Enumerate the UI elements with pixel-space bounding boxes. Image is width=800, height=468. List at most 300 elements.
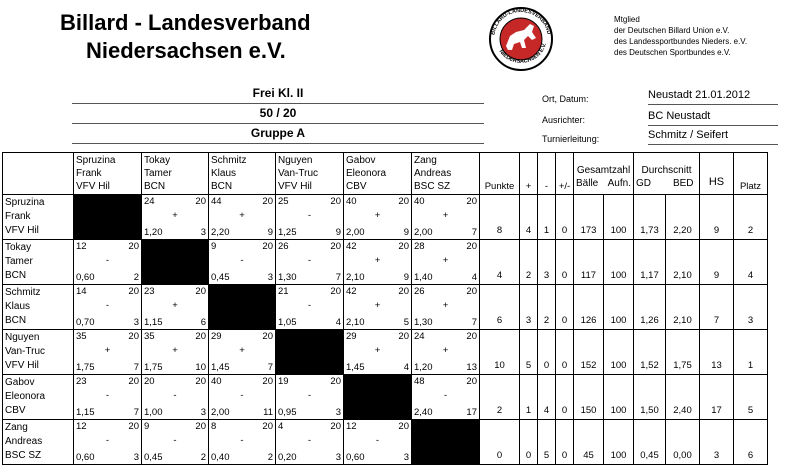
result-gd: 1,73	[634, 195, 666, 240]
match-cell	[209, 195, 276, 240]
player-club: BSC SZ	[5, 450, 42, 461]
corner-cell	[3, 153, 74, 195]
info-value-turnierleitung: Schmitz / Seifert	[648, 129, 778, 145]
result-hs: 9	[700, 195, 734, 240]
match-high-series: 3	[335, 452, 341, 463]
match-cell	[276, 375, 344, 420]
match-cell	[142, 330, 209, 375]
result-punkte: 8	[480, 195, 520, 240]
result-minus: 4	[538, 375, 556, 420]
match-result: -	[307, 210, 312, 221]
match-innings: 20	[330, 376, 341, 387]
result-minus: 2	[538, 285, 556, 330]
match-balls: 24	[144, 196, 155, 207]
result-aufn: 100	[604, 285, 634, 330]
result-gd: 1,17	[634, 240, 666, 285]
result-platz: 5	[734, 375, 768, 420]
match-innings: 20	[195, 376, 206, 387]
col-gd: GD	[636, 178, 651, 189]
player-last-name: Tokay	[144, 155, 171, 166]
discipline: Frei Kl. II	[72, 84, 484, 104]
col-punkte: Punkte	[480, 153, 520, 195]
match-average: 1,20	[414, 362, 433, 373]
player-last-name: Nguyen	[5, 332, 40, 343]
row-player-header	[3, 375, 74, 420]
membership-info	[614, 14, 747, 58]
table-row	[3, 240, 768, 285]
result-minus: 5	[538, 420, 556, 465]
match-innings: 20	[262, 196, 273, 207]
result-pm: 0	[556, 420, 574, 465]
match-cell	[412, 240, 480, 285]
match-average: 2,40	[414, 407, 433, 418]
match-average: 1,15	[144, 317, 163, 328]
result-pm: 0	[556, 195, 574, 240]
match-average: 1,30	[414, 317, 433, 328]
player-first-name: Van-Truc	[278, 168, 319, 179]
match-average: 2,10	[346, 272, 365, 283]
row-player-header	[3, 285, 74, 330]
org-logo	[482, 6, 560, 72]
match-innings: 20	[128, 421, 139, 432]
match-high-series: 7	[133, 362, 139, 373]
match-result: -	[173, 390, 177, 401]
match-innings: 20	[330, 196, 341, 207]
player-first-name: Klaus	[5, 301, 31, 312]
match-result: -	[307, 390, 312, 401]
durchschnitt-label: Durchscnitt	[641, 165, 692, 176]
match-high-series: 7	[471, 227, 477, 238]
match-high-series: 2	[133, 272, 139, 283]
player-club: VFV Hil	[5, 225, 39, 236]
result-pm: 0	[556, 330, 574, 375]
membership-line: des Deutschen Sportbundes e.V.	[614, 48, 731, 57]
player-club: VFV Hil	[5, 360, 39, 371]
player-first-name: Frank	[5, 211, 31, 222]
result-platz: 6	[734, 420, 768, 465]
match-cell	[276, 285, 344, 330]
membership-line: Mtglied	[614, 15, 640, 24]
match-average: 1,15	[76, 407, 95, 418]
column-player-header	[142, 153, 209, 195]
match-high-series: 3	[133, 452, 139, 463]
match-result: -	[240, 435, 244, 446]
result-punkte: 4	[480, 240, 520, 285]
match-innings: 20	[262, 241, 273, 252]
result-aufn: 100	[604, 375, 634, 420]
match-high-series: 3	[200, 407, 206, 418]
match-result: -	[105, 390, 110, 401]
match-result: +	[374, 255, 381, 266]
match-average: 1,75	[76, 362, 95, 373]
match-high-series: 7	[335, 272, 341, 283]
match-average: 0,60	[346, 452, 365, 463]
table-row	[3, 285, 768, 330]
player-club: BCN	[5, 270, 27, 281]
result-bed: 0,00	[666, 420, 700, 465]
group: Gruppe A	[72, 124, 484, 144]
match-cell	[344, 285, 412, 330]
info-value-ausrichter: BC Neustadt	[648, 110, 778, 126]
col-gesamtzahl	[574, 153, 634, 195]
match-result: +	[442, 300, 449, 311]
self-match-cell	[276, 330, 344, 375]
match-balls: 44	[211, 196, 222, 207]
player-first-name: Eleonora	[346, 168, 387, 179]
match-innings: 20	[466, 241, 477, 252]
match-innings: 20	[398, 331, 409, 342]
row-player-header	[3, 195, 74, 240]
org-name-line2: Niedersachsen e.V.	[86, 38, 286, 63]
match-cell	[412, 195, 480, 240]
match-innings: 20	[330, 286, 341, 297]
match-cell	[344, 420, 412, 465]
player-last-name: Schmitz	[5, 287, 41, 298]
match-cell	[142, 420, 209, 465]
player-last-name: Schmitz	[211, 155, 247, 166]
match-result: -	[443, 390, 448, 401]
col-baelle: Bälle	[576, 178, 599, 189]
match-balls: 14	[76, 286, 87, 297]
match-cell	[74, 285, 142, 330]
result-plus: 3	[520, 285, 538, 330]
col-hs: HS	[700, 153, 734, 195]
match-balls: 12	[76, 421, 87, 432]
player-last-name: Spruzina	[5, 197, 45, 208]
result-plus: 5	[520, 330, 538, 375]
match-cell	[74, 420, 142, 465]
match-balls: 35	[144, 331, 155, 342]
player-club: VFV Hil	[76, 181, 110, 192]
col-minus: -	[538, 153, 556, 195]
result-punkte: 6	[480, 285, 520, 330]
player-club: CBV	[346, 181, 367, 192]
player-first-name: Klaus	[211, 168, 237, 179]
col-durchschnitt	[634, 153, 700, 195]
logo-text-top: BILLARD-LANDESVERBAND	[490, 7, 552, 36]
match-result: +	[442, 345, 449, 356]
result-platz: 3	[734, 285, 768, 330]
match-balls: 23	[144, 286, 155, 297]
match-high-series: 7	[133, 407, 139, 418]
match-innings: 20	[330, 241, 341, 252]
match-result: -	[307, 255, 312, 266]
match-balls: 40	[414, 196, 425, 207]
player-last-name: Tokay	[5, 242, 32, 253]
match-high-series: 4	[335, 317, 341, 328]
player-last-name: Zang	[5, 422, 28, 433]
match-high-series: 6	[200, 317, 206, 328]
match-average: 2,00	[414, 227, 433, 238]
match-average: 2,10	[346, 317, 365, 328]
player-first-name: Eleonora	[5, 391, 46, 402]
self-match-cell	[344, 375, 412, 420]
match-average: 2,00	[346, 227, 365, 238]
match-cell	[74, 240, 142, 285]
match-cell	[209, 330, 276, 375]
match-cell	[276, 420, 344, 465]
match-average: 1,40	[414, 272, 433, 283]
logo-text-bottom: NIEDERSACHSEN E.V.	[497, 42, 549, 65]
result-plus: 2	[520, 240, 538, 285]
match-result: -	[240, 390, 244, 401]
match-high-series: 9	[403, 227, 409, 238]
membership-line: der Deutschen Billard Union e.V.	[614, 26, 730, 35]
match-average: 0,45	[211, 272, 230, 283]
result-baelle: 150	[574, 375, 604, 420]
match-balls: 40	[211, 376, 222, 387]
match-high-series: 3	[267, 272, 273, 283]
match-result: +	[172, 210, 178, 221]
result-gd: 1,26	[634, 285, 666, 330]
player-last-name: Spruzina	[76, 155, 116, 166]
match-balls: 26	[278, 241, 289, 252]
match-result: -	[105, 435, 110, 446]
match-innings: 20	[398, 286, 409, 297]
table-row	[3, 330, 768, 375]
match-balls: 9	[144, 421, 150, 432]
gesamtzahl-label: Gesamtzahl	[576, 165, 631, 176]
match-result: +	[442, 210, 449, 221]
table-row	[3, 420, 768, 465]
match-high-series: 2	[267, 452, 273, 463]
match-result: +	[374, 345, 381, 356]
match-cell	[142, 195, 209, 240]
result-minus: 0	[538, 330, 556, 375]
table-row	[3, 375, 768, 420]
result-pm: 0	[556, 285, 574, 330]
column-player-header	[74, 153, 142, 195]
match-balls: 48	[414, 376, 425, 387]
match-result: +	[172, 300, 178, 311]
result-bed: 2,10	[666, 240, 700, 285]
match-result: -	[105, 300, 110, 311]
match-average: 0,95	[278, 407, 297, 418]
match-balls: 20	[144, 376, 155, 387]
match-cell	[276, 240, 344, 285]
match-innings: 20	[128, 286, 139, 297]
col-aufn: Aufn.	[607, 178, 631, 189]
match-average: 0,60	[76, 452, 95, 463]
match-high-series: 13	[466, 362, 477, 373]
match-average: 1,45	[211, 362, 230, 373]
match-balls: 12	[346, 421, 357, 432]
match-balls: 8	[211, 421, 217, 432]
match-high-series: 9	[335, 227, 341, 238]
match-high-series: 3	[335, 407, 341, 418]
player-first-name: Frank	[76, 168, 102, 179]
match-average: 1,20	[144, 227, 163, 238]
player-first-name: Andreas	[414, 168, 452, 179]
player-first-name: Tamer	[5, 256, 33, 267]
result-plus: 1	[520, 375, 538, 420]
result-platz: 1	[734, 330, 768, 375]
match-high-series: 17	[466, 407, 477, 418]
match-average: 0,60	[76, 272, 95, 283]
info-label-ort: Ort, Datum:	[542, 94, 589, 104]
info-label-turnierleitung: Turnierleitung:	[542, 134, 600, 144]
player-first-name: Van-Truc	[5, 346, 46, 357]
match-balls: 28	[414, 241, 425, 252]
match-high-series: 7	[267, 362, 273, 373]
match-cell	[412, 330, 480, 375]
match-average: 1,75	[144, 362, 163, 373]
player-club: BSC SZ	[414, 181, 451, 192]
match-innings: 20	[466, 196, 477, 207]
match-result: -	[375, 435, 380, 446]
col-platz: Platz	[734, 153, 768, 195]
match-result: +	[442, 255, 449, 266]
match-balls: 29	[211, 331, 222, 342]
player-first-name: Andreas	[5, 436, 43, 447]
match-average: 0,45	[144, 452, 163, 463]
col-plusminus: +/-	[556, 153, 574, 195]
match-high-series: 4	[403, 362, 409, 373]
match-balls: 40	[346, 196, 357, 207]
match-innings: 20	[195, 331, 206, 342]
player-last-name: Gabov	[346, 155, 376, 166]
match-average: 1,45	[346, 362, 365, 373]
match-high-series: 4	[471, 272, 477, 283]
event-header	[72, 84, 484, 144]
match-cell	[209, 375, 276, 420]
result-baelle: 173	[574, 195, 604, 240]
match-result: +	[374, 210, 381, 221]
column-player-header	[412, 153, 480, 195]
match-result: +	[374, 300, 381, 311]
match-balls: 23	[76, 376, 87, 387]
match-result: -	[307, 300, 312, 311]
match-balls: 42	[346, 241, 357, 252]
column-player-header	[209, 153, 276, 195]
match-cell	[412, 285, 480, 330]
match-innings: 20	[195, 421, 206, 432]
distance: 50 / 20	[72, 104, 484, 124]
match-average: 1,00	[144, 407, 163, 418]
result-punkte: 0	[480, 420, 520, 465]
result-hs: 9	[700, 240, 734, 285]
match-average: 1,05	[278, 317, 297, 328]
match-innings: 20	[466, 286, 477, 297]
result-hs: 17	[700, 375, 734, 420]
player-club: BCN	[5, 315, 27, 326]
self-match-cell	[74, 195, 142, 240]
result-baelle: 126	[574, 285, 604, 330]
table-row	[3, 195, 768, 240]
match-average: 2,20	[211, 227, 230, 238]
match-innings: 20	[195, 196, 206, 207]
match-balls: 9	[211, 241, 217, 252]
row-player-header	[3, 420, 74, 465]
results-table	[2, 152, 768, 465]
result-plus: 0	[520, 420, 538, 465]
result-minus: 1	[538, 195, 556, 240]
result-gd: 0,45	[634, 420, 666, 465]
player-club: BCN	[144, 181, 166, 192]
match-balls: 12	[76, 241, 87, 252]
match-average: 1,25	[278, 227, 297, 238]
result-bed: 1,75	[666, 330, 700, 375]
match-cell	[412, 375, 480, 420]
match-innings: 20	[195, 286, 206, 297]
match-balls: 19	[278, 376, 289, 387]
match-cell	[142, 375, 209, 420]
match-innings: 20	[466, 376, 477, 387]
result-baelle: 152	[574, 330, 604, 375]
player-last-name: Zang	[414, 155, 437, 166]
match-average: 0,40	[211, 452, 230, 463]
result-minus: 3	[538, 240, 556, 285]
col-bed: BED	[672, 178, 694, 189]
result-platz: 4	[734, 240, 768, 285]
self-match-cell	[209, 285, 276, 330]
result-punkte: 10	[480, 330, 520, 375]
match-balls: 25	[278, 196, 289, 207]
match-cell	[344, 195, 412, 240]
org-name-line1: Billard - Landesverband	[60, 10, 311, 35]
player-club: VFV Hil	[278, 181, 312, 192]
col-plus: +	[520, 153, 538, 195]
match-high-series: 3	[403, 452, 409, 463]
result-hs: 13	[700, 330, 734, 375]
result-bed: 2,20	[666, 195, 700, 240]
match-innings: 20	[466, 331, 477, 342]
match-cell	[209, 420, 276, 465]
row-player-header	[3, 330, 74, 375]
result-aufn: 100	[604, 420, 634, 465]
match-result: +	[172, 345, 178, 356]
info-label-ausrichter: Ausrichter:	[542, 115, 586, 125]
match-result: +	[104, 345, 111, 356]
match-high-series: 3	[200, 227, 206, 238]
row-player-header	[3, 240, 74, 285]
result-bed: 2,10	[666, 285, 700, 330]
match-result: -	[240, 255, 244, 266]
match-innings: 20	[262, 376, 273, 387]
result-gd: 1,52	[634, 330, 666, 375]
match-innings: 20	[128, 331, 139, 342]
result-bed: 2,40	[666, 375, 700, 420]
match-cell	[209, 240, 276, 285]
match-balls: 35	[76, 331, 87, 342]
player-last-name: Nguyen	[278, 155, 313, 166]
result-gd: 1,50	[634, 375, 666, 420]
player-first-name: Tamer	[144, 168, 172, 179]
self-match-cell	[142, 240, 209, 285]
result-platz: 2	[734, 195, 768, 240]
match-innings: 20	[330, 421, 341, 432]
match-cell	[344, 330, 412, 375]
match-cell	[344, 240, 412, 285]
result-pm: 0	[556, 240, 574, 285]
match-high-series: 9	[403, 272, 409, 283]
result-baelle: 45	[574, 420, 604, 465]
match-result: -	[173, 435, 177, 446]
match-high-series: 9	[267, 227, 273, 238]
match-average: 0,70	[76, 317, 95, 328]
match-result: -	[307, 435, 312, 446]
match-balls: 42	[346, 286, 357, 297]
match-innings: 20	[398, 241, 409, 252]
info-value-ort: Neustadt 21.01.2012	[648, 89, 778, 105]
match-balls: 21	[278, 286, 289, 297]
match-result: -	[105, 255, 110, 266]
match-high-series: 2	[200, 452, 206, 463]
match-balls: 29	[346, 331, 357, 342]
match-result: +	[239, 345, 245, 356]
match-cell	[74, 330, 142, 375]
match-innings: 20	[398, 421, 409, 432]
